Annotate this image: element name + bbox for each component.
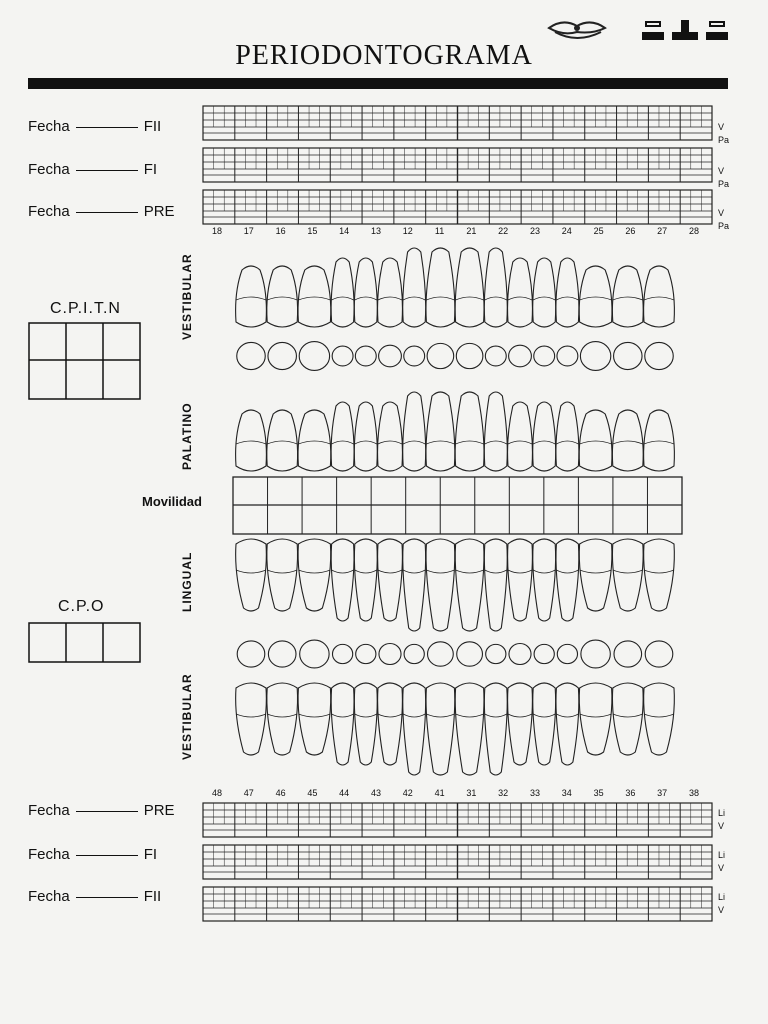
tooth-outline bbox=[378, 683, 403, 765]
fecha-date-field[interactable] bbox=[76, 897, 138, 898]
label-vestibular-upper: VESTIBULAR bbox=[180, 253, 194, 340]
tooth-outline bbox=[508, 297, 532, 300]
tooth-outline bbox=[354, 683, 377, 765]
tooth-occlusal-outline bbox=[237, 641, 265, 667]
tooth-outline bbox=[484, 683, 507, 775]
tooth-outline bbox=[644, 683, 675, 755]
side-label: V bbox=[718, 821, 725, 831]
tooth-outline bbox=[378, 402, 403, 471]
tooth-outline bbox=[332, 714, 354, 717]
tooth-outline bbox=[612, 539, 643, 611]
cpitn-label: C.P.I.T.N bbox=[50, 300, 121, 317]
tooth-outline bbox=[533, 297, 555, 300]
tooth-outline bbox=[298, 297, 330, 300]
tooth-outline bbox=[533, 683, 556, 765]
label-lingual: LINGUAL bbox=[180, 551, 194, 612]
upper-periodontal-grid[interactable] bbox=[202, 104, 714, 226]
tooth-outline bbox=[644, 297, 674, 300]
movilidad-label: Movilidad bbox=[142, 494, 202, 509]
tooth-outline bbox=[236, 297, 266, 300]
tooth-number: 14 bbox=[339, 226, 350, 236]
tooth-number: 31 bbox=[466, 788, 477, 798]
tooth-occlusal-outline bbox=[379, 644, 401, 665]
side-label: Pa bbox=[718, 135, 730, 145]
tooth-number: 24 bbox=[561, 226, 572, 236]
tooth-number: 23 bbox=[529, 226, 540, 236]
tooth-occlusal-outline bbox=[509, 644, 531, 665]
tooth-number: 38 bbox=[688, 788, 699, 798]
fecha-upper-3 bbox=[28, 203, 175, 220]
side-label: Pa bbox=[718, 179, 730, 189]
tooth-outline bbox=[556, 258, 579, 327]
tooth-number: 13 bbox=[370, 226, 381, 236]
tooth-outline bbox=[354, 539, 377, 621]
tooth-number: 48 bbox=[211, 788, 222, 798]
tooth-outline bbox=[354, 402, 377, 471]
tooth-outline bbox=[484, 392, 507, 471]
tooth-outline bbox=[426, 297, 454, 300]
tooth-outline bbox=[455, 539, 484, 631]
tooth-outline bbox=[456, 714, 484, 717]
tooth-occlusal-outline bbox=[457, 642, 483, 666]
label-palatino: PALATINO bbox=[180, 402, 194, 470]
tooth-outline bbox=[403, 392, 426, 471]
tooth-outline bbox=[612, 410, 643, 471]
tooth-outline bbox=[403, 248, 426, 327]
tooth-outline bbox=[533, 714, 555, 717]
tooth-outline bbox=[484, 248, 507, 327]
tooth-number: 26 bbox=[625, 226, 636, 236]
tooth-outline bbox=[354, 258, 377, 327]
tooth-outline bbox=[426, 539, 455, 631]
tooth-occlusal-outline bbox=[485, 346, 506, 366]
tooth-outline bbox=[378, 714, 402, 717]
tooth-outline bbox=[355, 297, 377, 300]
fecha-upper-1 bbox=[28, 118, 161, 135]
tooth-occlusal-outline bbox=[456, 343, 483, 368]
fecha-date-field[interactable] bbox=[76, 855, 138, 856]
tooth-outline bbox=[613, 714, 643, 717]
tooth-number: 15 bbox=[307, 226, 318, 236]
tooth-outline bbox=[508, 683, 533, 765]
fecha-lower-2 bbox=[28, 846, 157, 863]
tooth-outline bbox=[267, 683, 298, 755]
tooth-outline bbox=[484, 539, 507, 631]
tooth-number: 43 bbox=[370, 788, 381, 798]
fecha-tag: FI bbox=[143, 161, 158, 178]
tooth-outline bbox=[331, 258, 354, 327]
tooth-outline bbox=[556, 297, 578, 300]
tooth-outline bbox=[236, 441, 266, 444]
title-divider bbox=[28, 78, 728, 89]
side-label: V bbox=[718, 863, 725, 873]
fecha-tag: FII bbox=[143, 118, 162, 135]
fecha-label: Fecha bbox=[28, 118, 70, 135]
tooth-occlusal-outline bbox=[332, 644, 352, 663]
tooth-outline bbox=[426, 714, 454, 717]
tooth-outline bbox=[455, 392, 484, 471]
tooth-outline bbox=[508, 714, 532, 717]
tooth-outline bbox=[267, 714, 297, 717]
tooth-outline bbox=[556, 539, 579, 621]
tooth-outline bbox=[580, 297, 612, 300]
cpo-table[interactable] bbox=[28, 622, 142, 664]
tooth-outline bbox=[298, 441, 330, 444]
side-label: Li bbox=[718, 892, 726, 902]
tooth-outline bbox=[236, 266, 267, 327]
tooth-outline bbox=[579, 683, 612, 755]
fecha-date-field[interactable] bbox=[76, 170, 138, 171]
tooth-occlusal-outline bbox=[355, 346, 376, 366]
tooth-outline bbox=[426, 441, 454, 444]
tooth-occlusal-outline bbox=[404, 644, 424, 663]
tooth-outline bbox=[485, 297, 507, 300]
tooth-outline bbox=[580, 441, 612, 444]
tooth-outline bbox=[332, 441, 354, 444]
crest-icon bbox=[545, 18, 610, 42]
fecha-tag: FII bbox=[143, 888, 162, 905]
tooth-outline bbox=[485, 714, 507, 717]
tooth-number: 12 bbox=[402, 226, 413, 236]
tooth-outline bbox=[533, 258, 556, 327]
tooth-outline bbox=[267, 441, 297, 444]
tooth-outline bbox=[378, 441, 402, 444]
tooth-outline bbox=[236, 410, 267, 471]
tooth-number: 42 bbox=[402, 788, 413, 798]
tooth-occlusal-outline bbox=[509, 345, 532, 367]
tooth-number: 28 bbox=[688, 226, 699, 236]
fecha-label: Fecha bbox=[28, 846, 70, 863]
tooth-outline bbox=[644, 539, 675, 611]
side-label: V bbox=[718, 905, 725, 915]
tooth-outline bbox=[378, 539, 403, 621]
tooth-outline bbox=[455, 683, 484, 775]
tooth-outline bbox=[331, 683, 354, 765]
tooth-outline bbox=[508, 258, 533, 327]
tooth-occlusal-outline bbox=[614, 641, 642, 667]
tooth-outline bbox=[644, 410, 675, 471]
tooth-outline bbox=[355, 441, 377, 444]
tooth-outline bbox=[298, 539, 331, 611]
fecha-label: Fecha bbox=[28, 802, 70, 819]
tooth-number: 16 bbox=[275, 226, 286, 236]
tooth-outline bbox=[508, 441, 532, 444]
side-label: Pa bbox=[718, 221, 730, 231]
lower-periodontal-grid[interactable] bbox=[202, 801, 714, 925]
tooth-occlusal-outline bbox=[645, 342, 674, 369]
side-label: V bbox=[718, 166, 725, 176]
tooth-outline bbox=[579, 410, 612, 471]
cpo-label: C.P.O bbox=[58, 598, 105, 615]
tooth-outline bbox=[455, 248, 484, 327]
fecha-label: Fecha bbox=[28, 203, 70, 220]
tooth-outline bbox=[533, 539, 556, 621]
tooth-outline bbox=[236, 539, 267, 611]
dental-chart-teeth bbox=[228, 236, 688, 796]
tooth-outline bbox=[556, 683, 579, 765]
tooth-outline bbox=[485, 441, 507, 444]
tooth-outline bbox=[644, 714, 674, 717]
tooth-outline bbox=[378, 258, 403, 327]
side-label: Li bbox=[718, 808, 726, 818]
tooth-outline bbox=[298, 683, 331, 755]
tooth-outline bbox=[508, 539, 533, 621]
tooth-outline bbox=[298, 410, 331, 471]
tooth-outline bbox=[236, 570, 266, 573]
tooth-number: 37 bbox=[657, 788, 668, 798]
tooth-occlusal-outline bbox=[614, 342, 643, 369]
tooth-outline bbox=[332, 297, 354, 300]
fecha-upper-2 bbox=[28, 161, 157, 178]
tooth-number: 41 bbox=[434, 788, 445, 798]
tooth-number: 18 bbox=[211, 226, 222, 236]
tooth-outline bbox=[533, 402, 556, 471]
tooth-outline bbox=[331, 402, 354, 471]
tooth-outline bbox=[403, 441, 425, 444]
tooth-outline bbox=[378, 570, 402, 573]
tooth-number: 17 bbox=[243, 226, 254, 236]
tooth-outline bbox=[298, 714, 330, 717]
tooth-outline bbox=[378, 297, 402, 300]
tooth-outline bbox=[556, 441, 578, 444]
tooth-outline bbox=[556, 402, 579, 471]
tooth-outline bbox=[556, 570, 578, 573]
tooth-outline bbox=[426, 392, 455, 471]
tooth-outline bbox=[298, 570, 330, 573]
tooth-occlusal-outline bbox=[356, 644, 376, 663]
page-title: PERIODONTOGRAMA bbox=[235, 40, 533, 71]
tooth-outline bbox=[267, 410, 298, 471]
tooth-outline bbox=[403, 297, 425, 300]
tooth-outline bbox=[456, 441, 484, 444]
tooth-number: 34 bbox=[561, 788, 572, 798]
tooth-occlusal-outline bbox=[427, 343, 454, 368]
tooth-outline bbox=[533, 441, 555, 444]
tooth-number: 46 bbox=[275, 788, 286, 798]
tooth-outline bbox=[267, 539, 298, 611]
tooth-outline bbox=[355, 714, 377, 717]
fecha-lower-1 bbox=[28, 802, 175, 819]
tooth-outline bbox=[612, 683, 643, 755]
tooth-outline bbox=[613, 441, 643, 444]
tooth-outline bbox=[426, 683, 455, 775]
fecha-label: Fecha bbox=[28, 161, 70, 178]
tooth-number: 21 bbox=[466, 226, 477, 236]
tooth-outline bbox=[267, 570, 297, 573]
cpitn-table[interactable] bbox=[28, 322, 142, 400]
tooth-outline bbox=[644, 441, 674, 444]
fecha-date-field[interactable] bbox=[76, 811, 138, 812]
tooth-number: 44 bbox=[339, 788, 350, 798]
tooth-number: 33 bbox=[529, 788, 540, 798]
tooth-outline bbox=[533, 570, 555, 573]
tooth-outline bbox=[355, 570, 377, 573]
tooth-outline bbox=[236, 714, 266, 717]
tooth-outline bbox=[613, 570, 643, 573]
tooth-outline bbox=[403, 570, 425, 573]
tooth-outline bbox=[403, 714, 425, 717]
tooth-outline bbox=[332, 570, 354, 573]
tooth-outline bbox=[298, 266, 331, 327]
tooth-outline bbox=[236, 683, 267, 755]
tooth-occlusal-outline bbox=[237, 342, 266, 369]
tooth-outline bbox=[508, 570, 532, 573]
tooth-outline bbox=[456, 570, 484, 573]
tooth-outline bbox=[644, 266, 675, 327]
tooth-occlusal-outline bbox=[379, 345, 402, 367]
tooth-occlusal-outline bbox=[404, 346, 425, 366]
tooth-outline bbox=[267, 266, 298, 327]
tooth-outline bbox=[508, 402, 533, 471]
tooth-outline bbox=[556, 714, 578, 717]
tooth-number: 45 bbox=[307, 788, 318, 798]
tooth-number: 27 bbox=[657, 226, 668, 236]
tooth-occlusal-outline bbox=[534, 346, 555, 366]
fecha-label: Fecha bbox=[28, 888, 70, 905]
side-label: V bbox=[718, 122, 725, 132]
fecha-lower-3 bbox=[28, 888, 161, 905]
tooth-occlusal-outline bbox=[557, 644, 577, 663]
fecha-date-field[interactable] bbox=[76, 127, 138, 128]
tooth-number: 22 bbox=[498, 226, 509, 236]
tooth-occlusal-outline bbox=[645, 641, 673, 667]
side-label: Li bbox=[718, 850, 726, 860]
tooth-occlusal-outline bbox=[300, 640, 329, 668]
tooth-outline bbox=[403, 539, 426, 631]
tooth-outline bbox=[426, 248, 455, 327]
institution-logo-icon bbox=[640, 18, 730, 42]
tooth-number: 25 bbox=[593, 226, 604, 236]
tooth-occlusal-outline bbox=[557, 346, 578, 366]
fecha-tag: PRE bbox=[143, 203, 175, 220]
tooth-number: 36 bbox=[625, 788, 636, 798]
tooth-occlusal-outline bbox=[534, 644, 554, 663]
tooth-outline bbox=[580, 714, 612, 717]
fecha-tag: FI bbox=[143, 846, 158, 863]
tooth-occlusal-outline bbox=[581, 640, 610, 668]
tooth-outline bbox=[579, 539, 612, 611]
tooth-occlusal-outline bbox=[268, 342, 297, 369]
side-label: V bbox=[718, 208, 725, 218]
tooth-outline bbox=[403, 683, 426, 775]
tooth-outline bbox=[426, 570, 454, 573]
tooth-outline bbox=[331, 539, 354, 621]
tooth-number: 47 bbox=[243, 788, 254, 798]
tooth-outline bbox=[644, 570, 674, 573]
tooth-outline bbox=[579, 266, 612, 327]
tooth-outline bbox=[456, 297, 484, 300]
tooth-occlusal-outline bbox=[332, 346, 353, 366]
tooth-number: 35 bbox=[593, 788, 604, 798]
tooth-number: 32 bbox=[498, 788, 509, 798]
tooth-outline bbox=[267, 297, 297, 300]
tooth-occlusal-outline bbox=[428, 642, 454, 666]
fecha-date-field[interactable] bbox=[76, 212, 138, 213]
tooth-occlusal-outline bbox=[580, 342, 610, 371]
tooth-outline bbox=[485, 570, 507, 573]
tooth-number: 11 bbox=[434, 226, 445, 236]
tooth-occlusal-outline bbox=[486, 644, 506, 663]
tooth-occlusal-outline bbox=[268, 641, 296, 667]
label-vestibular-lower: VESTIBULAR bbox=[180, 673, 194, 760]
tooth-outline bbox=[612, 266, 643, 327]
tooth-outline bbox=[580, 570, 612, 573]
tooth-occlusal-outline bbox=[299, 342, 329, 371]
tooth-outline bbox=[613, 297, 643, 300]
fecha-tag: PRE bbox=[143, 802, 175, 819]
